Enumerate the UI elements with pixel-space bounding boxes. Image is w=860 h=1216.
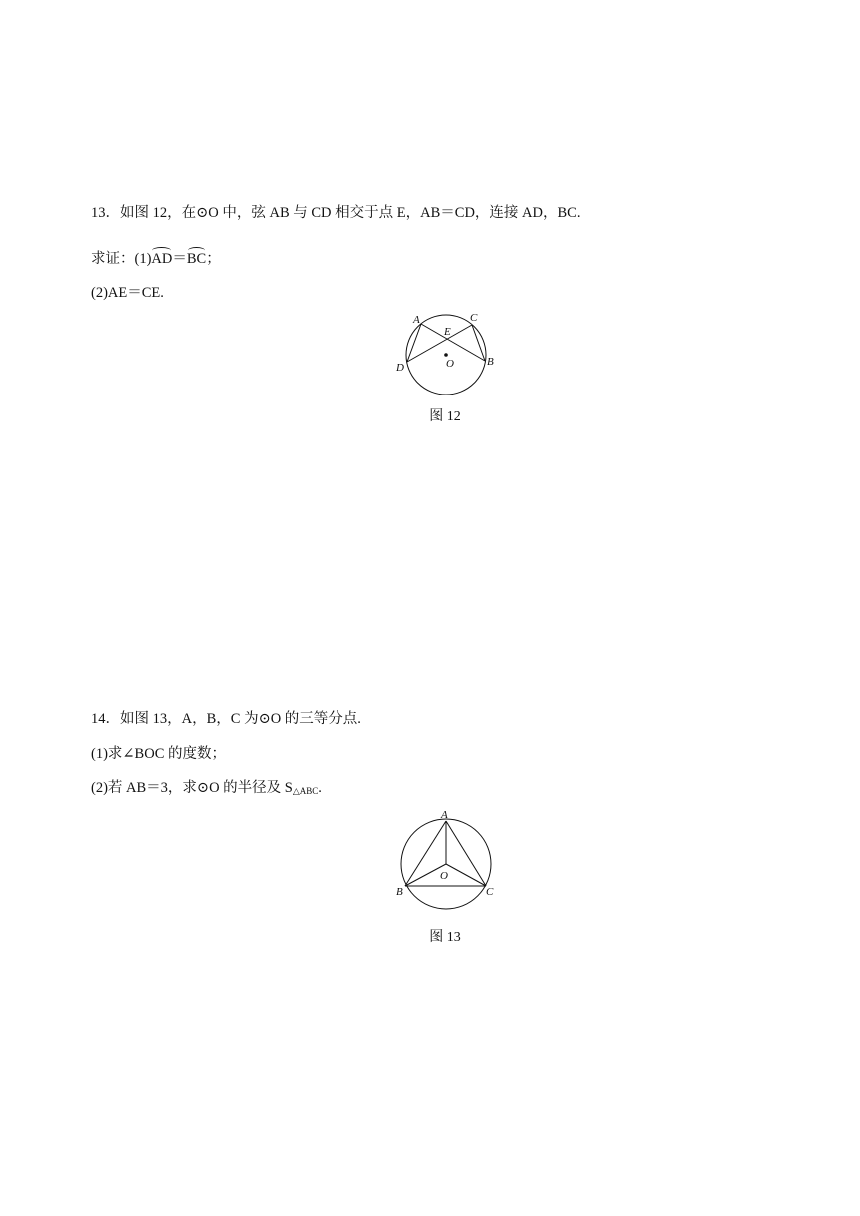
label-c-13: C <box>486 886 494 898</box>
q14-part1: (1)求∠BOC 的度数； <box>91 746 226 762</box>
q14-part2-end: . <box>318 780 322 796</box>
label-a: A <box>413 314 420 326</box>
segment-bc <box>472 325 485 361</box>
label-a-13: A <box>441 809 448 821</box>
segment-ad <box>407 324 421 362</box>
side-ac <box>446 821 486 886</box>
label-o-13: O <box>440 870 448 882</box>
chord-ab <box>421 324 485 361</box>
label-e: E <box>444 326 451 338</box>
figure-12-svg <box>390 305 505 395</box>
q13-prove-prefix: 求证：(1) <box>91 251 152 267</box>
caption-13: 图 13 <box>429 930 461 945</box>
label-d: D <box>396 362 404 374</box>
figure-13-svg <box>390 806 505 916</box>
q14-part2-sub: △ABC <box>292 786 319 796</box>
q13-part1 <box>91 249 221 269</box>
label-c: C <box>470 312 478 324</box>
figure-13 <box>390 806 505 916</box>
q13-end: ； <box>206 251 221 267</box>
caption-12: 图 12 <box>429 409 461 424</box>
label-o: O <box>446 358 454 370</box>
q13-part2: (2)AE＝CE. <box>91 285 164 301</box>
figure-12 <box>390 305 505 395</box>
q13-stem: 13．如图 12，在⊙O 中，弦 AB 与 CD 相交于点 E，AB＝CD，连接 AD，BC. <box>91 205 581 221</box>
q14-part2 <box>91 778 322 801</box>
q13-equals: ＝ <box>172 251 187 267</box>
arc-bc: BC <box>186 251 207 267</box>
center-dot <box>444 353 448 357</box>
label-b: B <box>487 356 494 368</box>
chord-cd <box>407 325 472 362</box>
q14-stem: 14．如图 13，A，B，C 为⊙O 的三等分点. <box>91 711 361 727</box>
q14-part2-prefix: (2)若 AB＝3，求⊙O 的半径及 S <box>91 780 293 796</box>
label-b-13: B <box>396 886 403 898</box>
radius-oc <box>446 864 486 886</box>
arc-ad: AD <box>151 251 173 267</box>
